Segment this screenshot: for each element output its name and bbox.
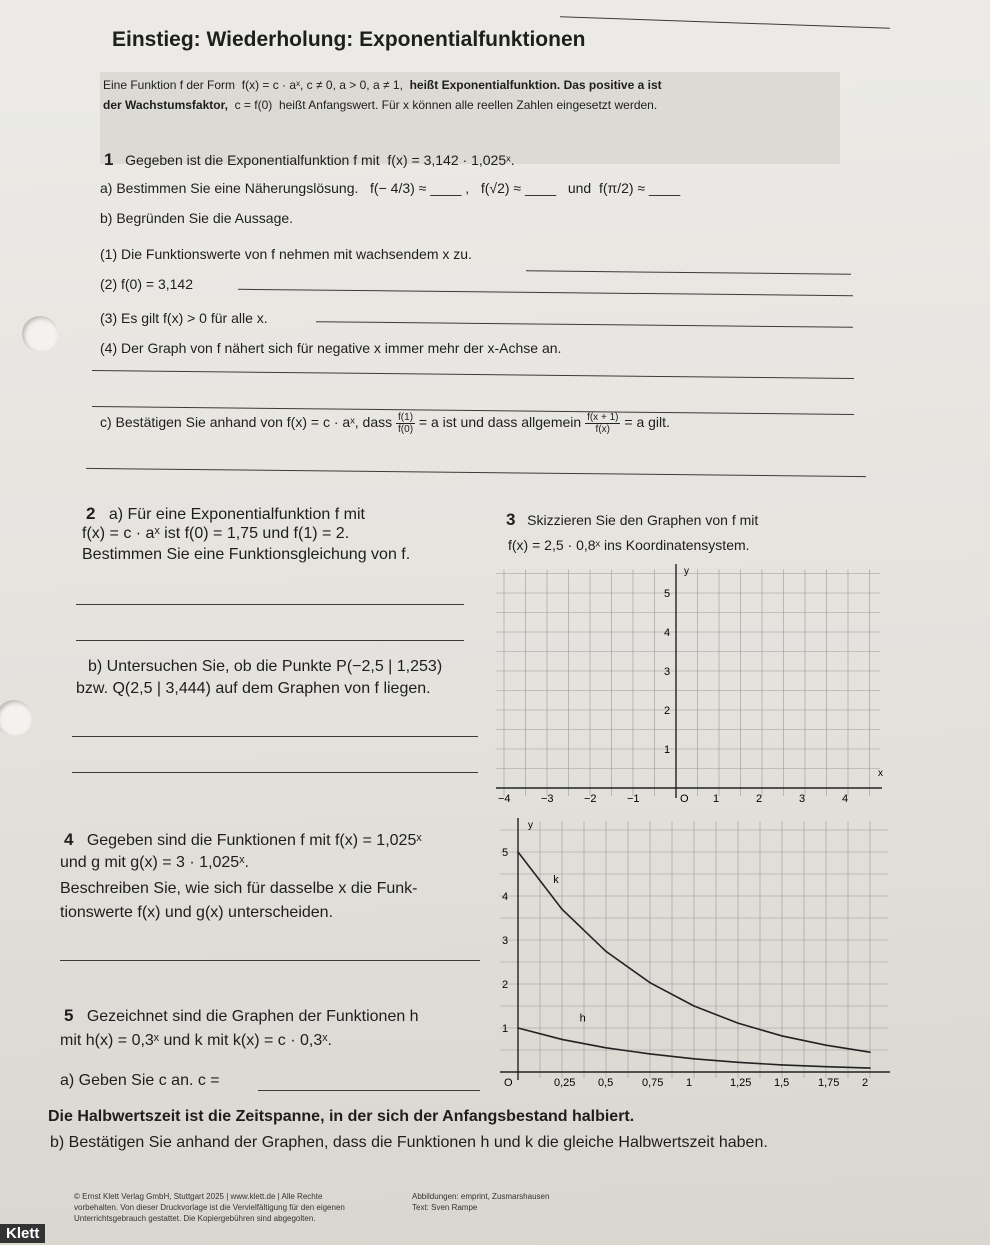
- task-formula: f(x) = 3,142 · 1,025ˣ.: [387, 152, 515, 168]
- x-tick-label: 1: [713, 793, 720, 805]
- task2-line-3: Bestimmen Sie eine Funktionsgleichung von f.: [82, 546, 411, 563]
- data-point-h: [737, 1062, 739, 1064]
- x-tick-label: 1,75: [818, 1077, 840, 1089]
- fraction-numerator: f(1): [398, 412, 414, 423]
- x-tick-label: 1: [686, 1077, 693, 1089]
- task3-line-2: f(x) = 2,5 · 0,8ˣ ins Koordinatensystem.: [508, 537, 750, 553]
- intro-formula: c = f(0): [234, 98, 273, 112]
- x-tick-label: −3: [541, 793, 554, 805]
- intro-text: heißt Exponentialfunktion. Das positive a ist: [409, 78, 662, 92]
- credits-line-2: Text: Sven Rampe: [412, 1203, 478, 1212]
- y-tick-label: 4: [664, 627, 671, 639]
- y-axis-label: y: [684, 566, 689, 577]
- data-point-h: [517, 1027, 519, 1029]
- data-point-k: [737, 1022, 739, 1024]
- x-tick-label: 0,75: [642, 1077, 664, 1089]
- task-text: und: [567, 180, 592, 196]
- y-tick-label: 2: [664, 705, 671, 717]
- y-tick-label: 5: [502, 847, 509, 859]
- statement-1: (1) Die Funktionswerte von f nehmen mit wachsendem x zu.: [100, 246, 472, 262]
- task4-line-3: Beschreiben Sie, wie sich für dasselbe x die Funk-: [60, 880, 418, 897]
- task-number: 1: [104, 150, 114, 169]
- intro-text: Eine Funktion f der Form: [103, 78, 236, 92]
- task5-line-1: [64, 1006, 419, 1026]
- task-number: 3: [506, 510, 516, 529]
- task5-a: a) Geben Sie c an. c =: [60, 1072, 220, 1089]
- x-tick-label: 0,5: [598, 1077, 614, 1089]
- fraction-numerator: f(x + 1): [587, 412, 619, 423]
- data-point-h: [649, 1053, 651, 1055]
- y-tick-label: 4: [502, 891, 509, 903]
- data-point-k: [781, 1035, 783, 1037]
- data-point-k: [561, 908, 563, 910]
- halbwertszeit-definition: Die Halbwertszeit ist die Zeitspanne, in der sich der Anfangsbestand halbiert.: [48, 1108, 635, 1125]
- answer-line[interactable]: [86, 468, 866, 477]
- task-number: 4: [64, 830, 74, 849]
- task5-line-2: mit h(x) = 0,3ˣ und k mit k(x) = c · 0,3ˣ.: [60, 1032, 332, 1049]
- answer-line[interactable]: [316, 321, 853, 328]
- x-tick-label: O: [504, 1077, 513, 1089]
- x-tick-label: 2: [862, 1077, 869, 1089]
- task4-line-2: und g mit g(x) = 3 · 1,025ˣ.: [60, 854, 249, 871]
- task5-b: b) Bestätigen Sie anhand der Graphen, dass die Funktionen h und k die gleiche Halbwertszeit haben.: [50, 1134, 768, 1151]
- x-tick-label: 1,5: [774, 1077, 790, 1089]
- task-number: 2: [86, 504, 96, 523]
- x-tick-label: −1: [627, 793, 640, 805]
- data-point-k: [869, 1051, 871, 1053]
- data-point-h: [869, 1067, 871, 1069]
- answer-blank[interactable]: f(√2) ≈ ____: [480, 180, 557, 196]
- answer-line[interactable]: [76, 640, 464, 641]
- task-text: a) Für eine Exponentialfunktion f mit: [108, 506, 365, 523]
- data-point-h: [781, 1064, 783, 1066]
- x-tick-label: O: [680, 793, 689, 805]
- fraction: [396, 412, 415, 435]
- y-tick-label: 1: [502, 1023, 509, 1035]
- task2-line-1: [86, 504, 365, 524]
- answer-line[interactable]: [72, 772, 478, 773]
- answer-line[interactable]: [526, 270, 851, 274]
- task1-b: b) Begründen Sie die Aussage.: [100, 210, 294, 226]
- task-text: Gezeichnet sind die Graphen der Funktionen h: [86, 1008, 419, 1025]
- x-tick-label: 2: [756, 793, 763, 805]
- answer-line[interactable]: [76, 604, 464, 605]
- task2-b-line-2: bzw. Q(2,5 | 3,444) auf dem Graphen von f liegen.: [76, 680, 431, 697]
- y-tick-label: 3: [664, 666, 671, 678]
- task-text: Skizzieren Sie den Graphen von f mit: [527, 512, 759, 528]
- statement-3: (3) Es gilt f(x) > 0 für alle x.: [100, 310, 268, 326]
- data-point-k: [605, 951, 607, 953]
- statement-2: (2) f(0) = 3,142: [100, 276, 193, 292]
- answer-line[interactable]: [258, 1090, 480, 1091]
- copyright-line-3: Unterrichtsgebrauch gestattet. Die Kopiergebühren sind abgegolten.: [74, 1214, 316, 1223]
- answer-blank[interactable]: f(π/2) ≈ ____: [598, 180, 681, 196]
- x-tick-label: 1,25: [730, 1077, 752, 1089]
- x-tick-label: 4: [842, 793, 849, 805]
- answer-line[interactable]: [72, 736, 478, 737]
- intro-text: heißt Anfangswert. Für x können alle reellen Zahlen eingesetzt werden.: [278, 98, 658, 112]
- task-text: = a ist und dass allgemein: [418, 414, 582, 431]
- answer-blank[interactable]: f(− 4/3) ≈ ____ ,: [370, 180, 470, 196]
- x-tick-label: 3: [799, 793, 806, 805]
- data-point-h: [561, 1039, 563, 1041]
- task-text: a) Bestimmen Sie eine Näherungslösung.: [100, 180, 359, 196]
- answer-line[interactable]: [60, 960, 480, 961]
- punch-hole-bottom: [0, 700, 32, 736]
- publisher-logo: Klett: [0, 1224, 45, 1243]
- task4-line-4: tionswerte f(x) und g(x) unterscheiden.: [60, 904, 334, 921]
- y-tick-label: 2: [502, 979, 509, 991]
- series-label-k: k: [553, 873, 559, 886]
- task1-a: [100, 180, 680, 196]
- data-point-k: [693, 1005, 695, 1007]
- task1-c: [100, 412, 670, 435]
- data-point-k: [517, 851, 519, 853]
- fraction-denominator: f(x): [595, 424, 610, 435]
- y-axis-label: y: [528, 820, 533, 831]
- task3-coordinate-system[interactable]: [488, 560, 888, 810]
- data-point-k: [825, 1044, 827, 1046]
- page-title: Einstieg: Wiederholung: Exponentialfunktionen: [112, 28, 586, 51]
- data-point-h: [825, 1066, 827, 1068]
- x-axis-label: x: [878, 768, 883, 779]
- task-text: c) Bestätigen Sie anhand von f(x) = c · aˣ, dass: [100, 414, 393, 431]
- x-tick-label: −2: [584, 793, 597, 805]
- data-point-h: [605, 1047, 607, 1049]
- task-number: 5: [64, 1006, 74, 1025]
- punch-hole-top: [22, 316, 58, 352]
- task1-header: [104, 150, 515, 170]
- x-tick-label: −4: [498, 793, 511, 805]
- series-label-h: h: [579, 1012, 586, 1025]
- intro-formula: f(x) = c · aˣ, c ≠ 0, a > 0, a ≠ 1,: [241, 78, 403, 92]
- data-point-k: [649, 982, 651, 984]
- statement-4: (4) Der Graph von f nähert sich für negative x immer mehr der x-Achse an.: [100, 340, 562, 356]
- intro-term: der Wachstumsfaktor,: [103, 98, 228, 112]
- fraction: [585, 412, 620, 435]
- intro-line-1: [103, 78, 662, 92]
- answer-line[interactable]: [238, 289, 853, 296]
- task5-graph: [496, 816, 890, 1090]
- copyright-line-2: vorbehalten. Von dieser Druckvorlage ist die Vervielfältigung für den eigenen: [74, 1203, 345, 1212]
- y-tick-label: 1: [664, 744, 671, 756]
- task2-line-2: f(x) = c · aˣ ist f(0) = 1,75 und f(1) = 2.: [82, 525, 350, 542]
- y-tick-label: 3: [502, 935, 509, 947]
- data-point-h: [693, 1058, 695, 1060]
- y-tick-label: 5: [664, 588, 671, 600]
- fraction-denominator: f(0): [398, 424, 414, 435]
- task4-line-1: [64, 830, 422, 850]
- header-rule: [560, 16, 890, 29]
- task-text: Gegeben ist die Exponentialfunktion f mit: [125, 152, 380, 168]
- intro-line-2: [103, 98, 657, 112]
- copyright-line-1: © Ernst Klett Verlag GmbH, Stuttgart 2025 | www.klett.de | Alle Rechte: [74, 1192, 323, 1201]
- credits-line-1: Abbildungen: emprint, Zusmarshausen: [412, 1192, 550, 1201]
- x-tick-label: 0,25: [554, 1077, 576, 1089]
- task3-line-1: [506, 510, 758, 530]
- task-text: Gegeben sind die Funktionen f mit f(x) = 1,025ˣ: [86, 832, 422, 849]
- task2-b-line-1: b) Untersuchen Sie, ob die Punkte P(−2,5 | 1,253): [88, 658, 443, 675]
- task-text: = a gilt.: [624, 414, 670, 431]
- answer-line[interactable]: [92, 370, 854, 379]
